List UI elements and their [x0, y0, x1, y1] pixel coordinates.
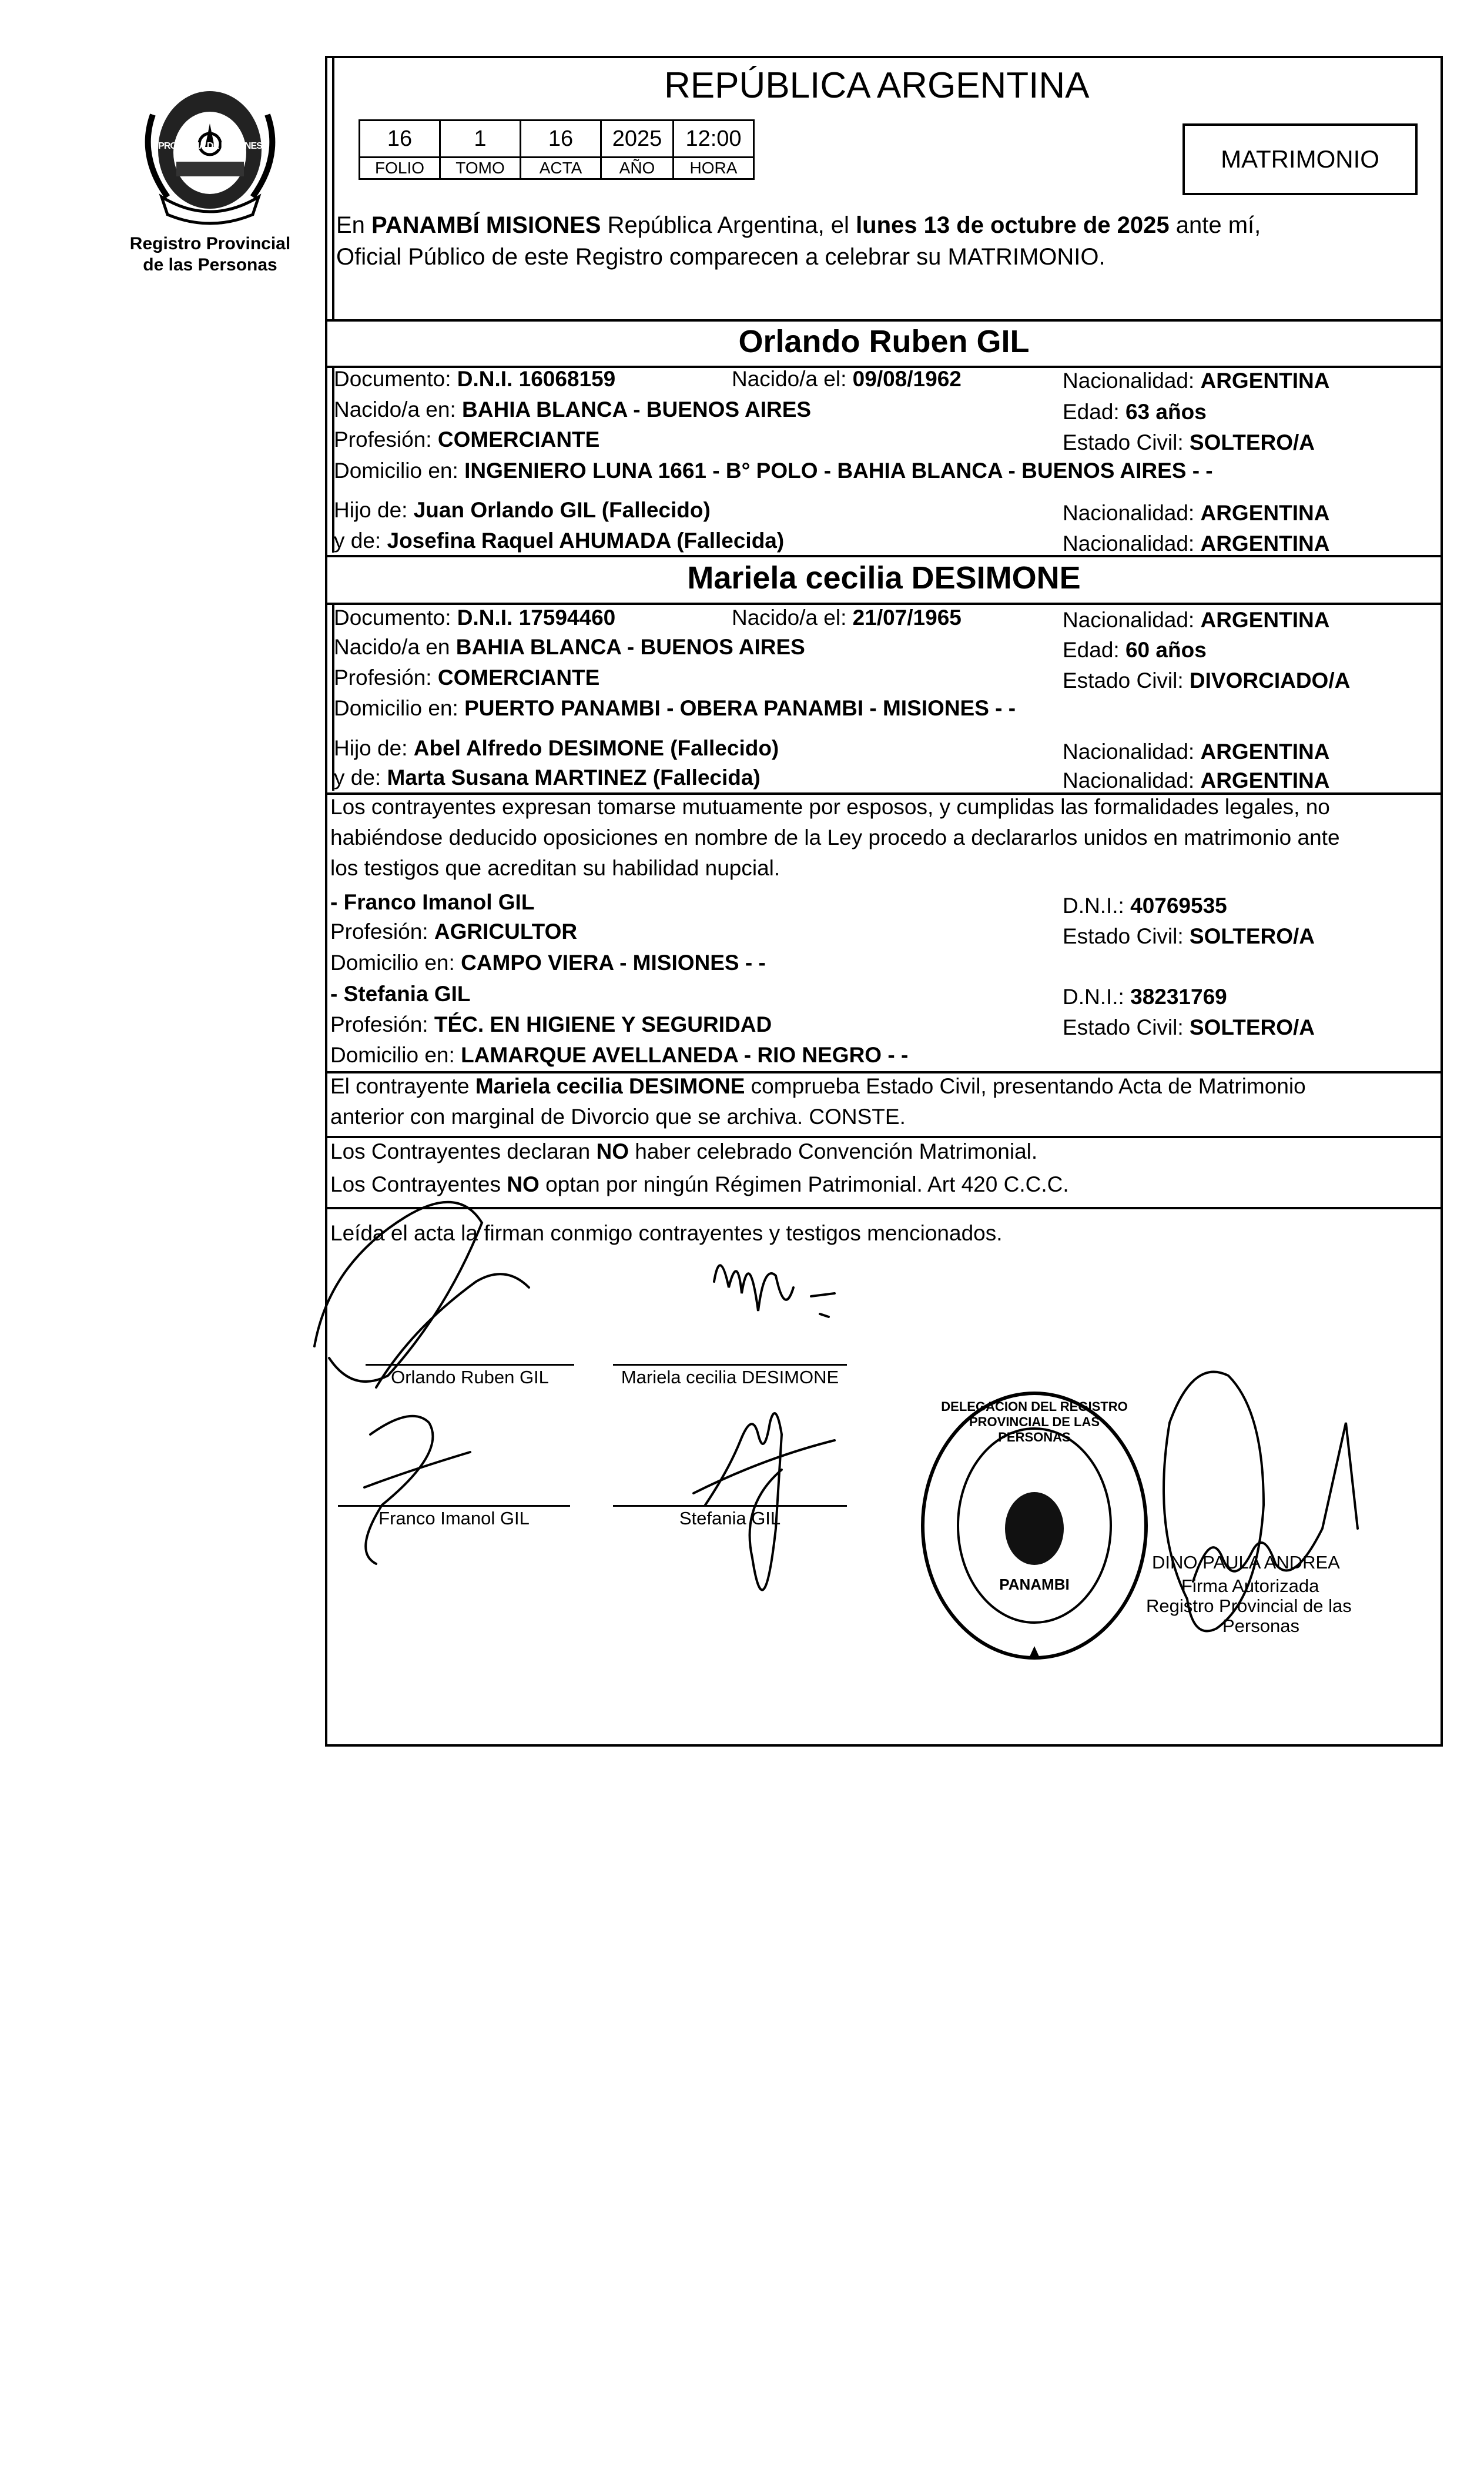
spouse2-father-nationality: Nacionalidad: ARGENTINA: [1063, 740, 1330, 764]
declaration-line1: Los contrayentes expresan tomarse mutuamente por esposos, y cumplidas las formalidades legales, no: [330, 795, 1330, 819]
spouse2-birthplace: Nacido/a en BAHIA BLANCA - BUENOS AIRES: [334, 635, 805, 659]
spouse2-father: Hijo de: Abel Alfredo DESIMONE (Fallecido): [334, 736, 779, 760]
anio-label: AÑO: [601, 158, 674, 179]
official-registry-2: Personas: [1222, 1616, 1299, 1636]
folio-value: 16: [360, 121, 440, 158]
signature-witness2-stroke: [694, 1413, 835, 1590]
witness2-profession: Profesión: TÉC. EN HIGIENE Y SEGURIDAD: [330, 1012, 772, 1036]
signature-spouse2-stroke: [714, 1265, 835, 1317]
spouse2-mother-nationality: Nacionalidad: ARGENTINA: [1063, 768, 1330, 792]
spouse1-born: Nacido/a el: 09/08/1962: [732, 367, 962, 391]
closing-statement: Leída el acta la firman conmigo contrayentes y testigos mencionados.: [330, 1221, 1003, 1245]
spouse2-nationality: Nacionalidad: ARGENTINA: [1063, 608, 1330, 632]
tomo-value: 1: [440, 121, 521, 158]
declaration-line3: los testigos que acreditan su habilidad nupcial.: [330, 856, 780, 880]
witness1-name: - Franco Imanol GIL: [330, 890, 535, 914]
intro-line1: En PANAMBÍ MISIONES República Argentina, el lunes 13 de octubre de 2025 ante mí,: [336, 212, 1261, 238]
spouse2-age: Edad: 60 años: [1063, 638, 1207, 662]
spouse1-civil-status: Estado Civil: SOLTERO/A: [1063, 430, 1315, 454]
hora-value: 12:00: [674, 121, 754, 158]
spouse2-civil-status: Estado Civil: DIVORCIADO/A: [1063, 668, 1351, 693]
witness2-dni: D.N.I.: 38231769: [1063, 985, 1227, 1009]
spouse1-doc: Documento: D.N.I. 16068159: [334, 367, 616, 391]
civil-note-line2: anterior con marginal de Divorcio que se archiva. CONSTE.: [330, 1105, 906, 1129]
convention-line1: Los Contrayentes declaran NO haber celebrado Convención Matrimonial.: [330, 1139, 1038, 1163]
signature-name-spouse1: Orlando Ruben GIL: [391, 1367, 549, 1387]
spouse1-profession: Profesión: COMERCIANTE: [334, 427, 600, 451]
acta-label: ACTA: [521, 158, 601, 179]
spouse1-mother-nationality: Nacionalidad: ARGENTINA: [1063, 531, 1330, 556]
folio-label: FOLIO: [360, 158, 440, 179]
witness1-civil-status: Estado Civil: SOLTERO/A: [1063, 924, 1315, 948]
anio-value: 2025: [601, 121, 674, 158]
witness2-address: Domicilio en: LAMARQUE AVELLANEDA - RIO NEGRO - -: [330, 1043, 909, 1067]
convention-line2: Los Contrayentes NO optan por ningún Régimen Patrimonial. Art 420 C.C.C.: [330, 1172, 1069, 1196]
witness2-civil-status: Estado Civil: SOLTERO/A: [1063, 1015, 1315, 1039]
spouse1-father: Hijo de: Juan Orlando GIL (Fallecido): [334, 498, 711, 522]
issuer-line1: Registro Provincial: [129, 234, 291, 253]
spouse2-address: Domicilio en: PUERTO PANAMBI - OBERA PANAMBI - MISIONES - -: [334, 696, 1016, 720]
signature-name-witness2: Stefania GIL: [679, 1508, 781, 1529]
witness2-name: - Stefania GIL: [330, 982, 471, 1006]
official-stamp: [917, 1387, 1152, 1664]
spouse2-born: Nacido/a el: 21/07/1965: [732, 606, 962, 630]
acta-value: 16: [521, 121, 601, 158]
act-type: MATRIMONIO: [1221, 145, 1379, 173]
hora-label: HORA: [674, 158, 754, 179]
signature-name-witness1: Franco Imanol GIL: [378, 1508, 530, 1529]
declaration-line2: habiéndose deducido oposiciones en nombre de la Ley procedo a declararlos unidos en matrimonio ante: [330, 825, 1340, 849]
witness1-profession: Profesión: AGRICULTOR: [330, 919, 578, 944]
official-name: DINO PAULA ANDREA: [1152, 1552, 1340, 1573]
witness1-dni: D.N.I.: 40769535: [1063, 894, 1227, 918]
spouse1-nationality: Nacionalidad: ARGENTINA: [1063, 369, 1330, 393]
signature-name-spouse2: Mariela cecilia DESIMONE: [621, 1367, 839, 1387]
official-registry: Registro Provincial de las: [1146, 1596, 1352, 1616]
witness1-address: Domicilio en: CAMPO VIERA - MISIONES - -: [330, 951, 766, 975]
spouse1-address: Domicilio en: INGENIERO LUNA 1661 - B° POLO - BAHIA BLANCA - BUENOS AIRES - -: [334, 459, 1213, 483]
document-title: REPÚBLICA ARGENTINA: [664, 65, 1090, 106]
logo-ring-text: PROVINCIA DE MISIONES: [158, 141, 262, 151]
intro-place: PANAMBÍ MISIONES: [371, 212, 601, 238]
stamp-ring-text: DELEGACION DEL REGISTRO PROVINCIAL DE LAS PERSONAS: [941, 1399, 1128, 1444]
spouse1-birthplace: Nacido/a en: BAHIA BLANCA - BUENOS AIRES: [334, 397, 812, 422]
spouse2-doc: Documento: D.N.I. 17594460: [334, 606, 616, 630]
spouse2-name: Mariela cecilia DESIMONE: [687, 560, 1081, 596]
spouse2-mother: y de: Marta Susana MARTINEZ (Fallecida): [334, 765, 761, 790]
intro-line2: Oficial Público de este Registro comparecen a celebrar su MATRIMONIO.: [336, 244, 1106, 270]
civil-note-line1: El contrayente Mariela cecilia DESIMONE comprueba Estado Civil, presentando Acta de Matrimonio: [330, 1074, 1306, 1098]
spouse1-mother: y de: Josefina Raquel AHUMADA (Fallecida): [334, 529, 785, 553]
intro-date: lunes 13 de octubre de 2025: [856, 212, 1170, 238]
signature-spouse1-stroke: [376, 1274, 529, 1387]
official-title: Firma Autorizada: [1181, 1576, 1319, 1596]
issuer-line2: de las Personas: [143, 255, 277, 275]
spouse1-name: Orlando Ruben GIL: [738, 324, 1030, 359]
signature-witness1-stroke: [364, 1416, 470, 1564]
spouse1-age: Edad: 63 años: [1063, 400, 1207, 424]
tomo-label: TOMO: [440, 158, 521, 179]
spouse1-father-nationality: Nacionalidad: ARGENTINA: [1063, 501, 1330, 525]
stamp-center-text: PANAMBI: [999, 1576, 1070, 1593]
spouse2-profession: Profesión: COMERCIANTE: [334, 665, 600, 690]
